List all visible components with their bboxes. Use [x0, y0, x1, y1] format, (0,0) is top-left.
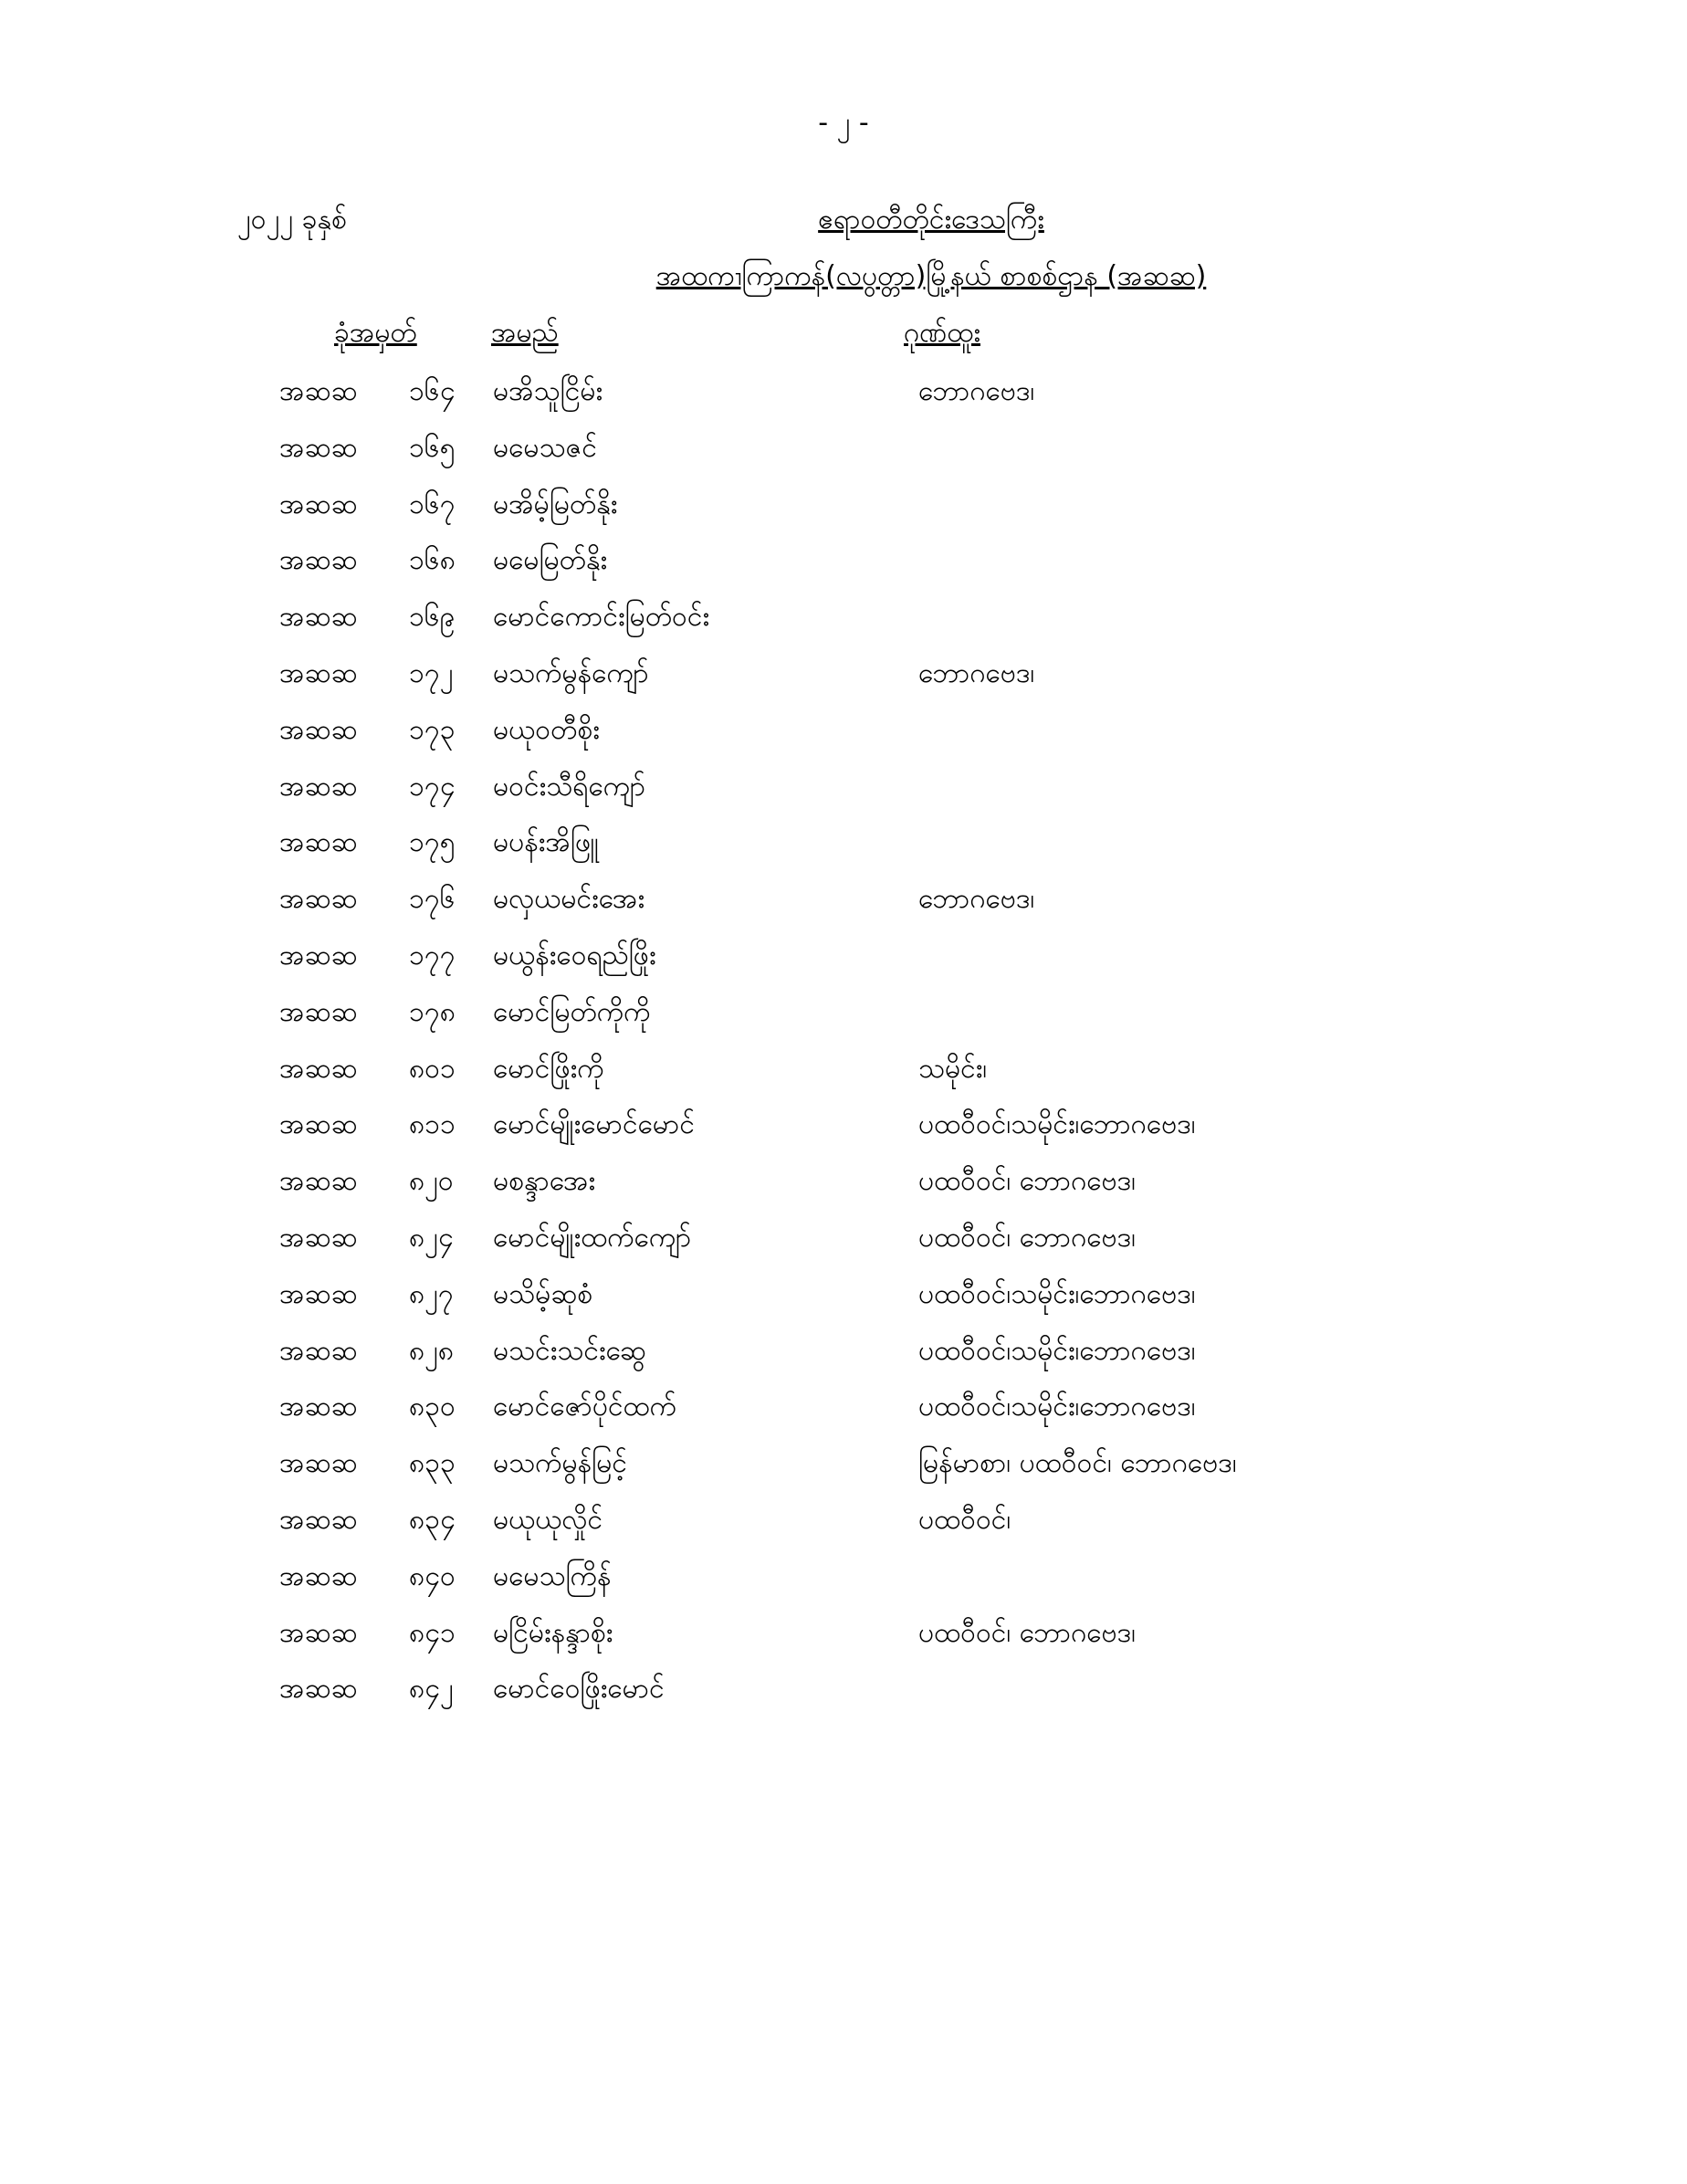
roll-number: ၁၆၉ [409, 601, 456, 634]
roll-prefix: အဆဆ [279, 826, 358, 859]
roll-prefix: အဆဆ [279, 1052, 358, 1085]
roll-prefix: အဆဆ [279, 1334, 358, 1367]
candidate-name: မလှယမင်းအေး [493, 883, 645, 916]
roll-number: ၁၇၆ [409, 883, 456, 916]
roll-prefix: အဆဆ [279, 601, 358, 634]
table-row [0, 768, 1687, 824]
table-row [0, 1219, 1687, 1276]
candidate-name: မောင်ဇော်ပိုင်ထက် [493, 1391, 676, 1423]
table-row [0, 1276, 1687, 1332]
table-row [0, 993, 1687, 1050]
roll-prefix: အဆဆ [279, 1391, 358, 1423]
table-row [0, 429, 1687, 486]
candidate-name: မယုယုလှိုင် [493, 1503, 603, 1536]
roll-number: ၈၃၄ [409, 1503, 456, 1536]
roll-number: ၁၇၄ [409, 770, 456, 803]
results-list [0, 373, 1687, 1727]
roll-prefix: အဆဆ [279, 1503, 358, 1536]
roll-prefix: အဆဆ [279, 544, 358, 577]
table-row [0, 1558, 1687, 1614]
document-title: ဧရာဝတီတိုင်းဒေသကြီး [818, 204, 1044, 236]
distinction-subjects: ပထဝီဝင်၊သမိုင်း၊ဘောဂဗေဒ၊ [918, 1277, 1196, 1310]
table-row [0, 598, 1687, 655]
roll-number: ၁၆၄ [409, 375, 456, 407]
roll-prefix: အဆဆ [279, 656, 358, 689]
table-row [0, 1501, 1687, 1558]
roll-number: ၁၆၅ [409, 431, 456, 464]
roll-number: ၈၂၇ [409, 1277, 454, 1310]
table-row [0, 541, 1687, 598]
roll-prefix: အဆဆ [279, 713, 358, 746]
candidate-name: မဝင်းသီရိကျော် [493, 770, 646, 803]
roll-number: ၁၇၃ [409, 713, 456, 746]
distinction-subjects: ပထဝီဝင်၊သမိုင်း၊ဘောဂဗေဒ၊ [918, 1334, 1196, 1367]
candidate-name: မမေသဇင် [493, 431, 598, 464]
candidate-name: မောင်မျိုးထက်ကျော် [493, 1221, 692, 1254]
distinction-subjects: မြန်မာစာ၊ ပထဝီဝင်၊ ဘောဂဗေဒ၊ [918, 1447, 1237, 1480]
candidate-name: မောင်မျိုးမောင်မောင် [493, 1108, 696, 1141]
roll-prefix: အဆဆ [279, 939, 358, 971]
candidate-name: မသိမ့်ဆုစံ [493, 1277, 593, 1310]
distinction-subjects: ပထဝီဝင်၊ ဘောဂဗေဒ၊ [918, 1165, 1137, 1198]
candidate-name: မအိသူငြိမ်း [493, 375, 603, 407]
table-row [0, 1388, 1687, 1444]
candidate-name: မောင်ကောင်းမြတ်ဝင်း [493, 601, 710, 634]
roll-number: ၁၆၈ [409, 544, 456, 577]
roll-number: ၁၇၂ [409, 656, 454, 689]
roll-number: ၈၄၁ [409, 1616, 456, 1649]
roll-prefix: အဆဆ [279, 1616, 358, 1649]
roll-number: ၈၂၈ [409, 1334, 455, 1367]
roll-number: ၁၇၇ [409, 939, 456, 971]
table-row [0, 486, 1687, 542]
table-row [0, 1050, 1687, 1107]
distinction-subjects: ဘောဂဗေဒ၊ [918, 656, 1035, 689]
candidate-name: မယွန်းဝေရည်ဖြိုး [493, 939, 656, 971]
roll-prefix: အဆဆ [279, 1559, 358, 1592]
candidate-name: မသက်မွန်ကျော် [493, 656, 649, 689]
distinction-subjects: သမိုင်း၊ [918, 1052, 988, 1085]
candidate-name: မောင်ဝေဖြိုးမောင် [493, 1673, 665, 1706]
roll-prefix: အဆဆ [279, 1221, 358, 1254]
table-row [0, 1670, 1687, 1727]
candidate-name: မပန်းအိဖြူ [493, 826, 599, 859]
roll-prefix: အဆဆ [279, 375, 358, 407]
roll-number: ၁၆၇ [409, 488, 456, 520]
candidate-name: မငြိမ်းနန္ဒာစိုး [493, 1616, 613, 1649]
roll-prefix: အဆဆ [279, 883, 358, 916]
distinction-subjects: ပထဝီဝင်၊သမိုင်း၊ဘောဂဗေဒ၊ [918, 1391, 1196, 1423]
table-row [0, 880, 1687, 937]
candidate-name: မအိမ့်မြတ်နိုး [493, 488, 618, 520]
roll-number: ၈၂၄ [409, 1221, 454, 1254]
roll-number: ၈၃၀ [409, 1391, 456, 1423]
roll-number: ၈၃၃ [409, 1447, 456, 1480]
year-label: ၂၀၂၂ ခုနှစ် [237, 204, 347, 236]
roll-number: ၈၀၁ [409, 1052, 456, 1085]
column-header-roll: ခုံအမှတ် [334, 317, 417, 349]
roll-number: ၈၄၂ [409, 1673, 454, 1706]
column-header-name: အမည် [491, 317, 559, 349]
table-row [0, 373, 1687, 429]
page-number: - ၂ - [818, 107, 869, 139]
roll-prefix: အဆဆ [279, 488, 358, 520]
table-row [0, 1444, 1687, 1501]
candidate-name: မသက်မွန်မြင့် [493, 1447, 627, 1480]
distinction-subjects: ဘောဂဗေဒ၊ [918, 883, 1035, 916]
table-row [0, 824, 1687, 880]
roll-number: ၈၂၀ [409, 1165, 454, 1198]
candidate-name: မမေမြတ်နိုး [493, 544, 608, 577]
table-row [0, 655, 1687, 711]
roll-prefix: အဆဆ [279, 1108, 358, 1141]
candidate-name: မောင်မြတ်ကိုကို [493, 995, 651, 1028]
distinction-subjects: ပထဝီဝင်၊ ဘောဂဗေဒ၊ [918, 1616, 1137, 1649]
distinction-subjects: ဘောဂဗေဒ၊ [918, 375, 1035, 407]
roll-prefix: အဆဆ [279, 1277, 358, 1310]
roll-prefix: အဆဆ [279, 1165, 358, 1198]
roll-prefix: အဆဆ [279, 770, 358, 803]
roll-prefix: အဆဆ [279, 431, 358, 464]
candidate-name: မစန္ဒာအေး [493, 1165, 596, 1198]
table-row [0, 1614, 1687, 1671]
table-row [0, 1332, 1687, 1389]
distinction-subjects: ပထဝီဝင်၊ [918, 1503, 1011, 1536]
roll-prefix: အဆဆ [279, 1673, 358, 1706]
table-row [0, 711, 1687, 768]
roll-number: ၁၇၈ [409, 995, 456, 1028]
distinction-subjects: ပထဝီဝင်၊ ဘောဂဗေဒ၊ [918, 1221, 1137, 1254]
document-subtitle: အထကၢကြာကန်(လပွတ္တာ)မြို့နယ် စာစစ်ဌာန (အဆဆ) [655, 260, 1207, 292]
column-header-distinction: ဂုဏ်ထူး [904, 317, 980, 349]
roll-prefix: အဆဆ [279, 1447, 358, 1480]
table-row [0, 937, 1687, 993]
table-row [0, 1106, 1687, 1162]
roll-number: ၁၇၅ [409, 826, 456, 859]
table-row [0, 1162, 1687, 1219]
candidate-name: မမေသကြိန် [493, 1559, 612, 1592]
roll-prefix: အဆဆ [279, 995, 358, 1028]
roll-number: ၈၁၁ [409, 1108, 456, 1141]
candidate-name: မသင်းသင်းဆွေ [493, 1334, 646, 1367]
distinction-subjects: ပထဝီဝင်၊သမိုင်း၊ဘောဂဗေဒ၊ [918, 1108, 1196, 1141]
candidate-name: မောင်ဖြိုးကို [493, 1052, 604, 1085]
roll-number: ၈၄၀ [409, 1559, 456, 1592]
candidate-name: မယုဝတီစိုး [493, 713, 600, 746]
